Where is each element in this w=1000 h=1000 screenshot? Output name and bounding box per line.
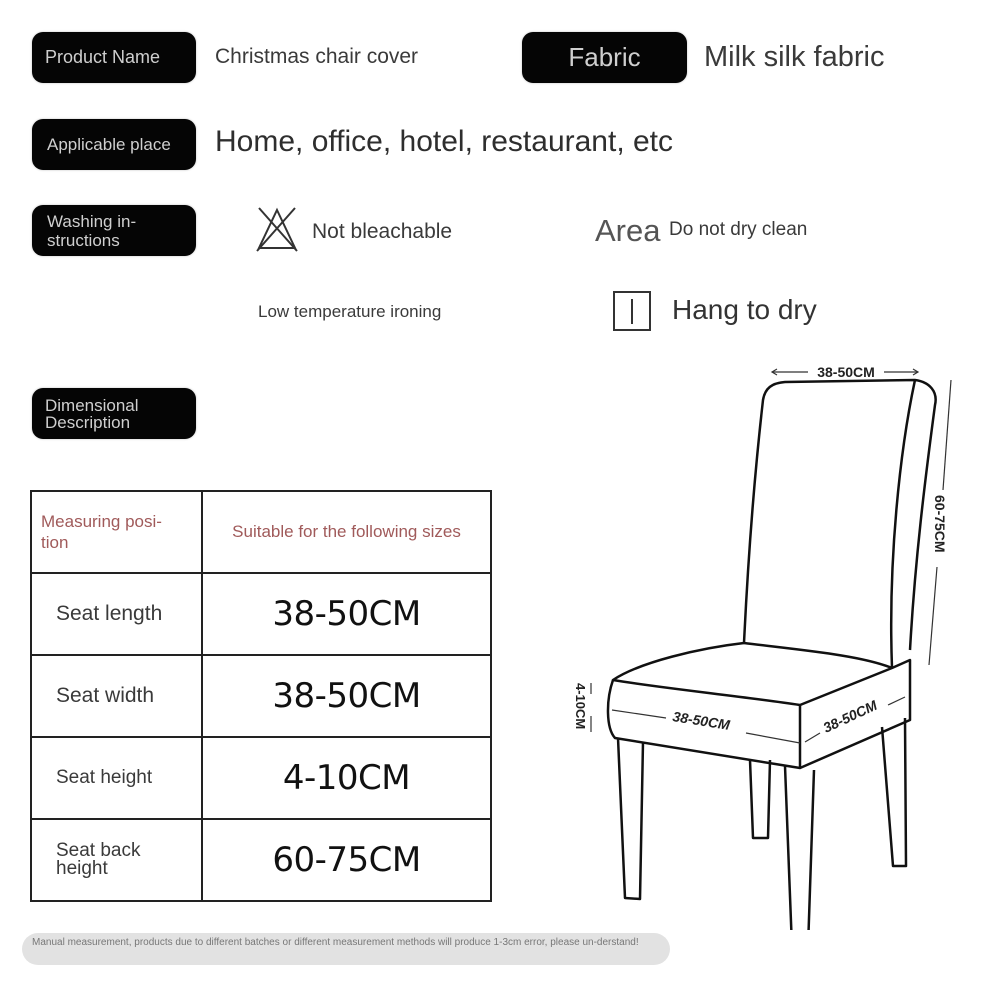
fabric-label-text: Fabric — [568, 42, 641, 72]
seat-back-line1: Seat back — [56, 840, 141, 861]
fabric-label — [522, 32, 687, 83]
dimensional-label-line1: Dimensional — [45, 395, 139, 415]
low-temp-ironing-text: Low temperature ironing — [258, 302, 442, 321]
dimensions-table — [30, 490, 492, 902]
seat-length-label: Seat length — [31, 573, 202, 655]
table-row — [31, 819, 491, 901]
hang-to-dry-text: Hang to dry — [672, 294, 817, 325]
seat-side-depth-label: 38-50CM — [820, 696, 880, 736]
seat-thickness-label: 4-10CM — [573, 683, 588, 730]
applicable-place-label — [32, 119, 196, 170]
applicable-place-value: Home, office, hotel, restaurant, etc — [215, 125, 674, 158]
hang-dry-icon — [612, 290, 652, 332]
applicable-place-label-text: Applicable place — [47, 134, 171, 154]
back-height-label: 60-75CM — [932, 495, 948, 553]
seat-height-label: Seat height — [31, 737, 202, 819]
dimensional-description-label — [32, 388, 196, 439]
measurement-note: Manual measurement, products due to different batches or different measurement methods will produce 1-3cm error, please un-derstand! — [22, 933, 670, 965]
no-bleach-icon — [254, 206, 300, 252]
chair-diagram — [560, 355, 980, 930]
header-measuring-position — [31, 491, 202, 573]
washing-instructions-label — [32, 205, 196, 256]
seat-back-height-label — [31, 819, 202, 901]
seat-width-size: 38-50CM — [202, 655, 491, 737]
seat-back-line2: height — [56, 858, 108, 879]
seat-height-size: 4-10CM — [202, 737, 491, 819]
not-bleachable-text: Not bleachable — [312, 220, 453, 243]
washing-label-line1: Washing in- — [47, 211, 137, 231]
do-not-dry-clean-text: Do not dry clean — [669, 219, 808, 240]
fabric-value: Milk silk fabric — [704, 41, 885, 73]
seat-back-height-size: 60-75CM — [202, 819, 491, 901]
product-name-label — [32, 32, 196, 83]
back-width-label: 38-50CM — [817, 364, 875, 380]
product-name-label-text: Product Name — [45, 47, 161, 67]
seat-width-label: Seat width — [31, 655, 202, 737]
seat-front-width-label: 38-50CM — [671, 708, 731, 733]
product-name-value: Christmas chair cover — [215, 45, 419, 68]
header-position-line1: Measuring posi- — [41, 512, 162, 531]
table-header-row — [31, 491, 491, 573]
header-suitable-sizes: Suitable for the following sizes — [202, 491, 491, 573]
area-text: Area — [595, 213, 661, 248]
header-position-line2: tion — [41, 533, 69, 552]
dimensional-label-line2: Description — [45, 412, 131, 432]
washing-label-line2: structions — [47, 230, 120, 250]
table-row — [31, 573, 491, 655]
table-row — [31, 655, 491, 737]
seat-length-size: 38-50CM — [202, 573, 491, 655]
table-row — [31, 737, 491, 819]
